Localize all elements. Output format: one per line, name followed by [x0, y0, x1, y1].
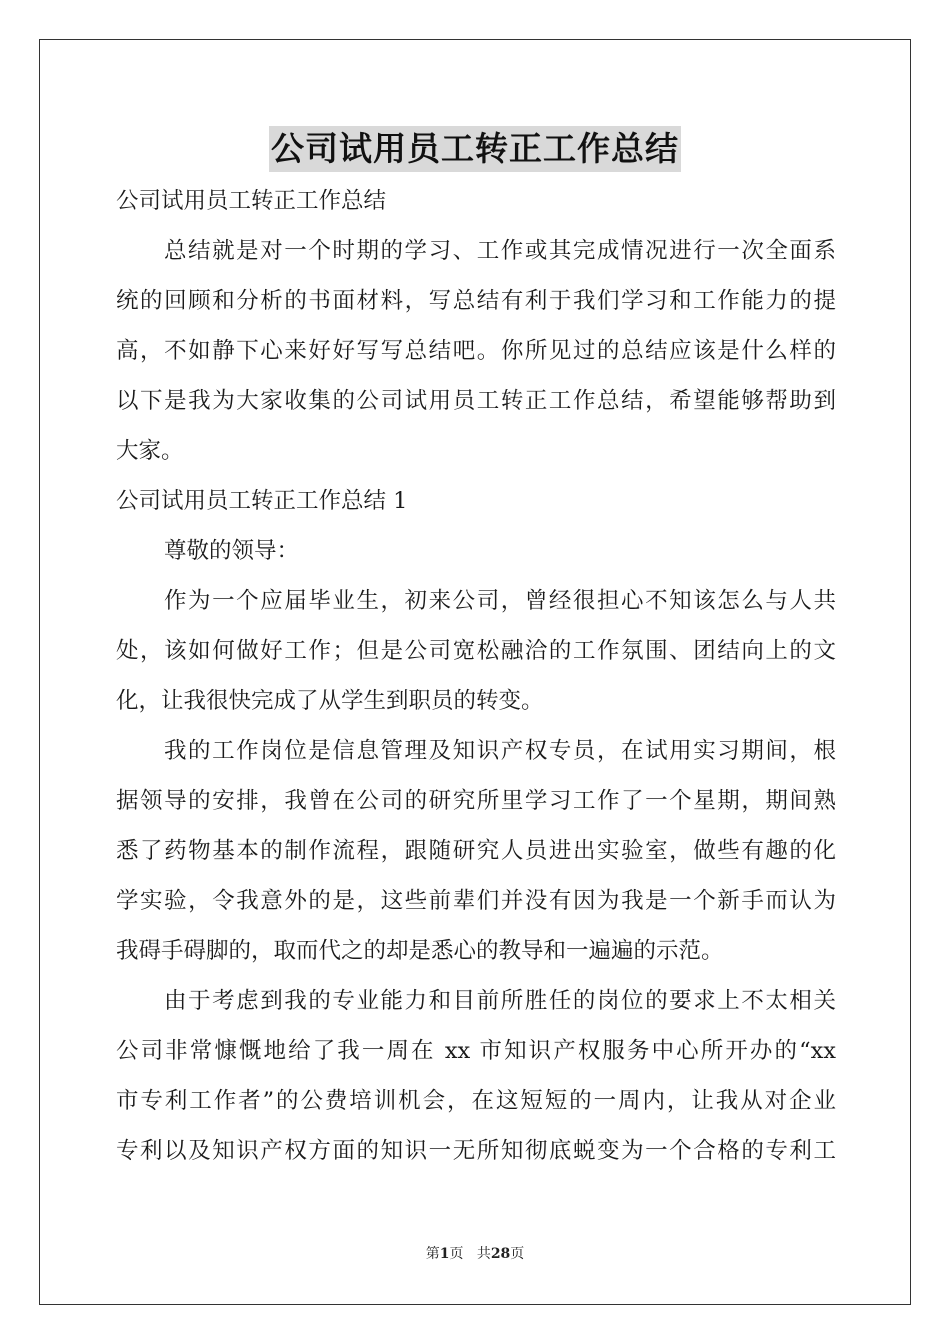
text-line: 公司试用员工转正工作总结 1 [116, 488, 408, 514]
text-line: 处，该如何做好工作；但是公司宽松融洽的工作氛围、团结向上的文 [116, 638, 836, 664]
text-line: 统的回顾和分析的书面材料，写总结有利于我们学习和工作能力的提 [116, 288, 836, 314]
page-footer [0, 1243, 950, 1263]
total-suffix: 页 [510, 1246, 525, 1262]
text-line: 高，不如静下心来好好写写总结吧。你所见过的总结应该是什么样的 [116, 338, 836, 364]
text-line: 我的工作岗位是信息管理及知识产权专员，在试用实习期间，根 [164, 738, 836, 764]
text-line: 总结就是对一个时期的学习、工作或其完成情况进行一次全面系 [164, 238, 836, 264]
text-line: 我碍手碍脚的，取而代之的却是悉心的教导和一遍遍的示范。 [116, 938, 724, 964]
text-line: 由于考虑到我的专业能力和目前所胜任的岗位的要求上不太相关 [164, 988, 836, 1014]
text-line: 悉了药物基本的制作流程，跟随研究人员进出实验室，做些有趣的化 [116, 838, 836, 864]
text-line: 化，让我很快完成了从学生到职员的转变。 [116, 688, 544, 714]
text-line: 据领导的安排，我曾在公司的研究所里学习工作了一个星期，期间熟 [116, 788, 836, 814]
page-suffix: 页 [449, 1246, 464, 1262]
text-line: 学实验，令我意外的是，这些前辈们并没有因为我是一个新手而认为 [116, 888, 836, 914]
total-pages: 28 [490, 1246, 511, 1262]
title-container [0, 126, 950, 172]
document-title: 公司试用员工转正工作总结 [269, 126, 681, 172]
text-line: 尊敬的领导： [164, 538, 300, 564]
text-line: 专利以及知识产权方面的知识一无所知彻底蜕变为一个合格的专利工 [116, 1138, 836, 1164]
text-line: 大家。 [116, 438, 184, 464]
text-line: 公司非常慷慨地给了我一周在 xx 市知识产权服务中心所开办的“xx [116, 1038, 836, 1064]
text-line: 以下是我为大家收集的公司试用员工转正工作总结，希望能够帮助到 [116, 388, 836, 414]
text-line: 公司试用员工转正工作总结 [116, 188, 387, 214]
text-line: 作为一个应届毕业生，初来公司，曾经很担心不知该怎么与人共 [164, 588, 836, 614]
page-prefix: 第 [425, 1246, 440, 1262]
total-prefix: 共 [476, 1246, 491, 1262]
document-body [116, 176, 836, 1176]
page-number: 1 [439, 1246, 450, 1262]
text-line: 市专利工作者”的公费培训机会，在这短短的一周内，让我从对企业 [116, 1088, 836, 1114]
